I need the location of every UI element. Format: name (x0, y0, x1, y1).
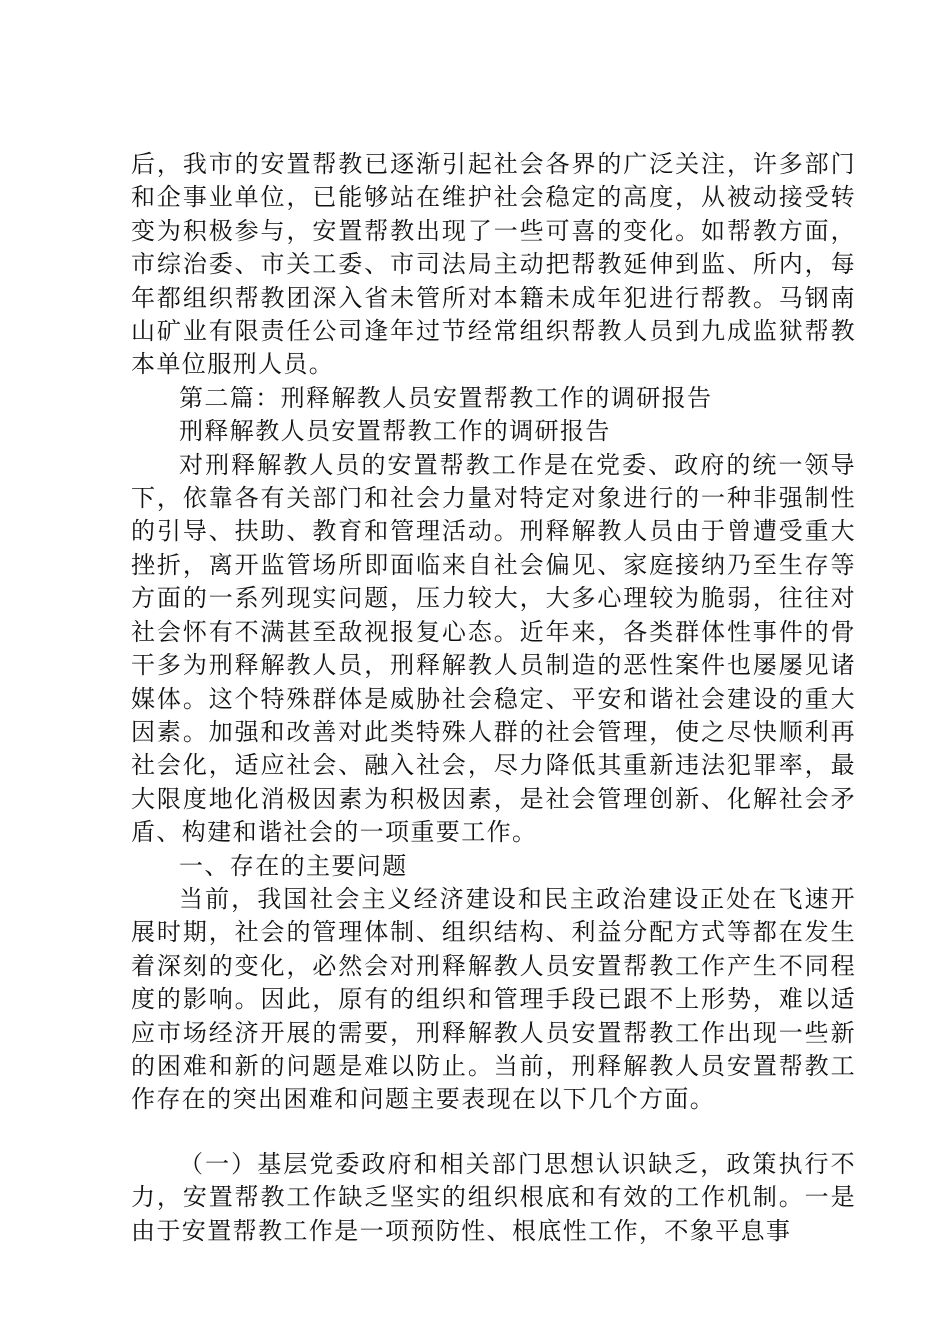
paragraph-continued: 后，我市的安置帮教已逐渐引起社会各界的广泛关注，许多部门和企事业单位，已能够站在维护社会稳定的高度，从被动接受转变为积极参与，安置帮教出现了一些可喜的变化。如帮教方面，市综治委、市关工委、市司法局主动把帮教延伸到监、所内，每年都组织帮教团深入省未管所对本籍未成年犯进行帮教。马钢南山矿业有限责任公司逢年过节经常组织帮教人员到九成监狱帮教本单位服刑人员。 (131, 150, 856, 379)
chapter-heading: 第二篇：刑释解教人员安置帮教工作的调研报告 (179, 383, 713, 412)
paragraph-intro: 对刑释解教人员的安置帮教工作是在党委、政府的统一领导下，依靠各有关部门和社会力量对特定对象进行的一种非强制性的引导、扶助、教育和管理活动。刑释解教人员由于曾遭受重大挫折，离开监管场所即面临来自社会偏见、家庭接纳乃至生存等方面的一系列现实问题，压力较大，大多心理较为脆弱，往往对社会怀有不满甚至敌视报复心态。近年来，各类群体性事件的骨干多为刑释解教人员，刑释解教人员制造的恶性案件也屡屡见诸媒体。这个特殊群体是威胁社会稳定、平安和谐社会建设的重大因素。加强和改善对此类特殊人群的社会管理，使之尽快顺利再社会化，适应社会、融入社会，尽力降低其重新违法犯罪率，最大限度地化消极因素为积极因素，是社会管理创新、化解社会矛盾、构建和谐社会的一项重要工作。 (131, 450, 856, 847)
report-title: 刑释解教人员安置帮教工作的调研报告 (179, 417, 611, 446)
document-body (131, 148, 856, 1248)
paragraph-problem-one: （一）基层党委政府和相关部门思想认识缺乏，政策执行不力，安置帮教工作缺乏坚实的组织根底和有效的工作机制。一是由于安置帮教工作是一项预防性、根底性工作，不象平息事 (131, 1149, 856, 1245)
section-heading: 一、存在的主要问题 (179, 851, 408, 880)
paragraph-current-situation: 当前，我国社会主义经济建设和民主政治建设正处在飞速开展时期，社会的管理体制、组织结构、利益分配方式等都在发生着深刻的变化，必然会对刑释解教人员安置帮教工作产生不同程度的影响。因此，原有的组织和管理手段已跟不上形势，难以适应市场经济开展的需要，刑释解教人员安置帮教工作出现一些新的困难和新的问题是难以防止。当前，刑释解教人员安置帮教工作存在的突出困难和问题主要表现在以下几个方面。 (131, 884, 856, 1114)
